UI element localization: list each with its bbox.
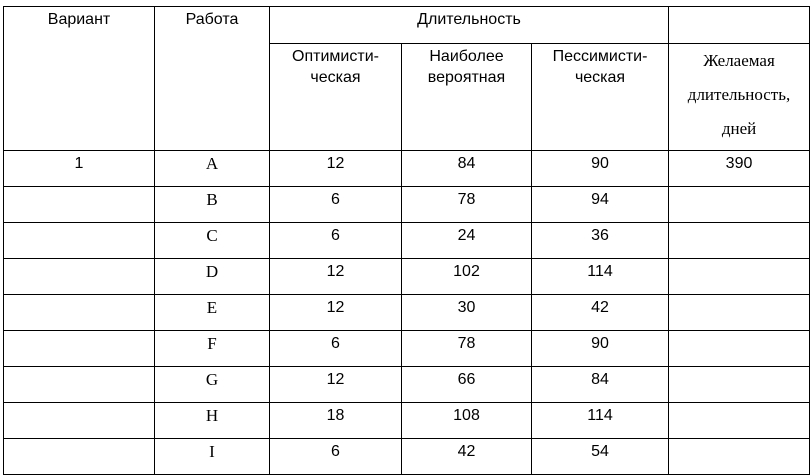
cell-pessimistic: 90: [532, 331, 669, 367]
cell-pessimistic: 54: [532, 439, 669, 475]
header-most-likely-line2: вероятная: [427, 69, 506, 86]
cell-work: A: [155, 151, 270, 187]
table-row: [4, 295, 810, 331]
cell-pessimistic: 42: [532, 295, 669, 331]
table-row: [4, 151, 810, 187]
cell-variant: [4, 367, 155, 403]
cell-pessimistic: 36: [532, 223, 669, 259]
cell-desired: [669, 439, 810, 475]
cell-desired: [669, 295, 810, 331]
cell-variant: [4, 331, 155, 367]
table-row: [4, 403, 810, 439]
header-pessimistic-line2: ческая: [574, 69, 626, 86]
header-optimistic: [270, 44, 402, 151]
table-row: [4, 223, 810, 259]
cell-most-likely: 108: [402, 403, 532, 439]
header-duration: Длительность: [270, 7, 669, 44]
cell-pessimistic: 114: [532, 259, 669, 295]
header-desired-line1: Желаемая: [703, 51, 775, 70]
cell-variant: 1: [4, 151, 155, 187]
cell-desired: [669, 259, 810, 295]
cell-variant: [4, 187, 155, 223]
header-optimistic-line1: Оптимисти-: [292, 48, 379, 65]
cell-optimistic: 12: [270, 151, 402, 187]
table-row: [4, 259, 810, 295]
cell-most-likely: 78: [402, 331, 532, 367]
cell-variant: [4, 223, 155, 259]
duration-table: [3, 6, 810, 475]
header-pessimistic: [532, 44, 669, 151]
header-row-top: [4, 7, 810, 44]
cell-optimistic: 6: [270, 439, 402, 475]
header-most-likely: [402, 44, 532, 151]
cell-work: E: [155, 295, 270, 331]
header-pessimistic-line1: Пессимисти-: [552, 48, 648, 65]
cell-desired: [669, 367, 810, 403]
header-optimistic-line2: ческая: [310, 69, 361, 86]
cell-most-likely: 78: [402, 187, 532, 223]
cell-variant: [4, 403, 155, 439]
cell-pessimistic: 114: [532, 403, 669, 439]
cell-work: C: [155, 223, 270, 259]
cell-pessimistic: 90: [532, 151, 669, 187]
header-desired-line3: дней: [721, 119, 757, 138]
cell-optimistic: 6: [270, 187, 402, 223]
cell-work: G: [155, 367, 270, 403]
cell-pessimistic: 84: [532, 367, 669, 403]
cell-work: D: [155, 259, 270, 295]
cell-optimistic: 6: [270, 331, 402, 367]
cell-desired: [669, 223, 810, 259]
cell-work: I: [155, 439, 270, 475]
cell-desired: [669, 187, 810, 223]
table-body: [4, 151, 810, 475]
table-row: [4, 187, 810, 223]
cell-optimistic: 12: [270, 295, 402, 331]
cell-optimistic: 12: [270, 367, 402, 403]
cell-optimistic: 12: [270, 259, 402, 295]
cell-variant: [4, 259, 155, 295]
cell-desired: 390: [669, 151, 810, 187]
cell-optimistic: 18: [270, 403, 402, 439]
cell-desired: [669, 403, 810, 439]
cell-work: F: [155, 331, 270, 367]
cell-variant: [4, 439, 155, 475]
cell-most-likely: 24: [402, 223, 532, 259]
table-row: [4, 331, 810, 367]
cell-work: B: [155, 187, 270, 223]
cell-most-likely: 102: [402, 259, 532, 295]
table-row: [4, 367, 810, 403]
table-row: [4, 439, 810, 475]
cell-most-likely: 66: [402, 367, 532, 403]
cell-work: H: [155, 403, 270, 439]
cell-most-likely: 42: [402, 439, 532, 475]
header-variant: Вариант: [4, 7, 155, 151]
cell-optimistic: 6: [270, 223, 402, 259]
cell-pessimistic: 94: [532, 187, 669, 223]
cell-most-likely: 84: [402, 151, 532, 187]
header-work: Работа: [155, 7, 270, 151]
header-desired-line2: длительность,: [687, 85, 791, 104]
header-most-likely-line1: Наиболее: [429, 48, 504, 65]
header-empty-cell: [669, 7, 810, 44]
cell-most-likely: 30: [402, 295, 532, 331]
cell-variant: [4, 295, 155, 331]
header-desired: [669, 44, 810, 151]
cell-desired: [669, 331, 810, 367]
